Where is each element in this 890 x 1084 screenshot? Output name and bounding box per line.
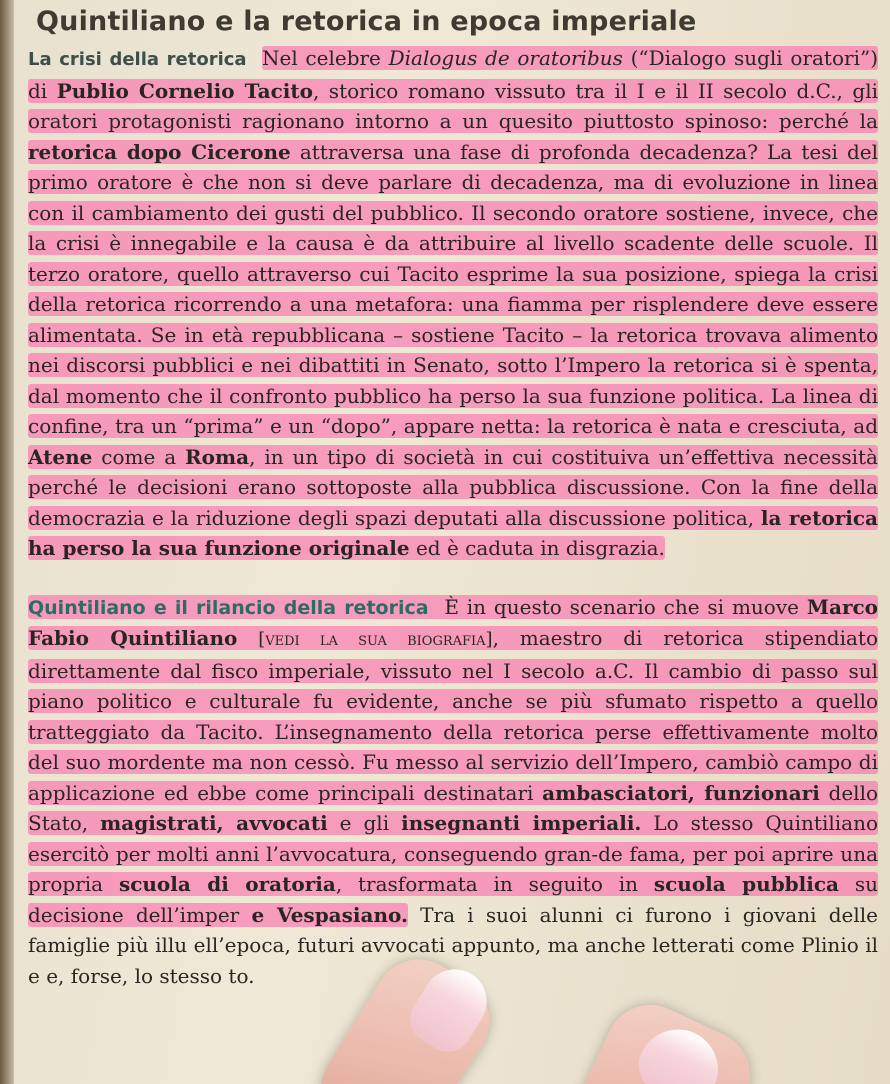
section-heading-quintilian: Quintiliano e il rilancio della retorica [28, 596, 429, 619]
section-heading-crisis: La crisi della retorica [28, 49, 247, 70]
book-spine [0, 0, 14, 1084]
page-title: Quintiliano e la retorica in epoca imperiale [36, 6, 697, 37]
paragraph-crisis: La crisi della retorica Nel celebre Dialogus de oratoribus (“Dialogo sugli oratori”) di Publio Cornelio Tacito, storico romano vissuto tra il I e il II secolo d.C., gli oratori protagonisti ragionano intorno a un quesito piuttosto spinoso: perché la retorica dopo Cicerone attraversa una fase di profonda decadenza? La tesi del primo oratore è che non si deve parlare di decadenza, ma di evoluzione in linea con il cambiamento dei gusti del pubblico. Il secondo oratore sostiene, invece, che la crisi è innegabile e la causa è da attribuire al livello scadente delle scuole. Il terzo oratore, quello attraverso cui Tacito esprime la sua posizione, spiega la crisi della retorica ricorrendo a una metafora: una fiamma per risplendere deve essere alimentata. Se in età repubblicana – sostiene Tacito – la retorica trovava alimento nei discorsi pubblici e nei dibattiti in Senato, sotto l’Impero la retorica si è spenta, dal momento che il confronto pubblico ha perso la sua funzione politica. La linea di confine, tra un “prima” e un “dopo”, appare netta: la retorica è nata e cresciuta, ad Atene come a Roma, in un tipo di società in cui costituiva un’effettiva necessità perché le decisioni erano sottoposte alla pubblica discussione. Con la fine della democrazia e la riduzione degli spazi deputati alla discussione politica, la retorica ha perso la sua funzione originale ed è caduta in disgrazia. [28, 46, 879, 560]
paragraph-quintilian: Quintiliano e il rilancio della retorica È in questo scenario che si muove Marco Fabio Quintiliano [vedi la sua biografia], maestro di retorica stipendiato direttamente dal fisco imperiale, vissuto nel I secolo a.C. Il cambio di passo sul piano politico e culturale fu evidente, anche se più sfumato rispetto a quello tratteggiato da Tacito. L’insegnamento della retorica perse effettivamente molto del suo mordente ma non cessò. Fu messo al servizio dell’Impero, cambiò campo di applicazione ed ebbe come principali destinatari ambasciatori, funzionari dello Stato, magistrati, avvocati e gli insegnanti imperiali. Lo stesso Quintiliano esercitò per molti anni l’avvocatura, conseguendo gran-de fama, per poi aprire una propria scuola di oratoria, trasformata in seguito in scuola pubblica su decisione dell’imper e Vespasiano. Tra i suoi alunni ci furono i giovani delle famiglie più illu ell’epoca, futuri avvocati appunto, ma anche letterati come Plinio il e e, forse, lo stesso to. [28, 594, 879, 988]
page-content [28, 6, 878, 991]
biography-reference: [vedi la sua biografia] [258, 629, 493, 650]
